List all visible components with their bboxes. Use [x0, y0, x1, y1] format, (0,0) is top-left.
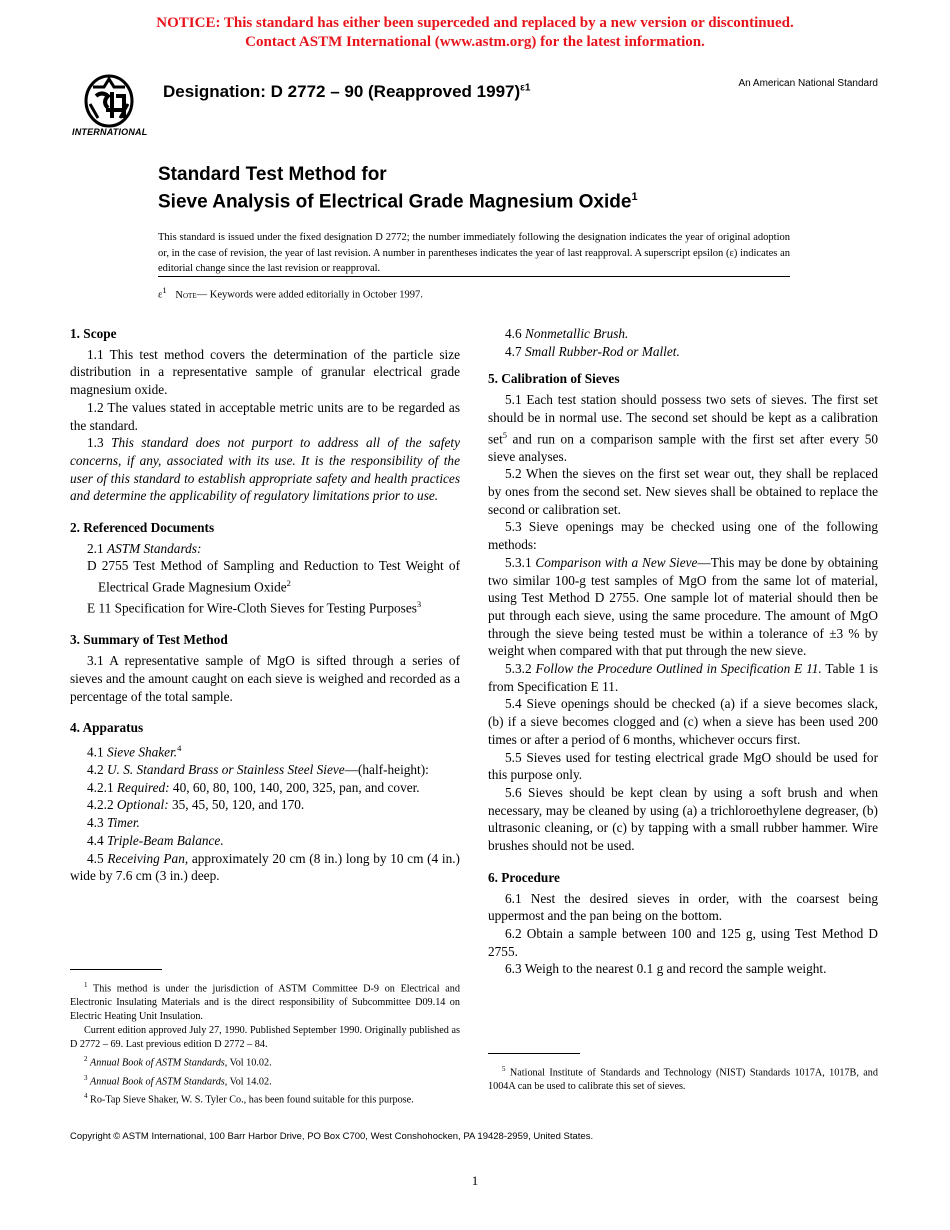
para-label: Required:: [116, 779, 170, 795]
para-text: Timer.: [106, 815, 140, 831]
para-label: Follow the Procedure Outlined in Specification E 11.: [535, 661, 822, 677]
paragraph: 6.3 Weigh to the nearest 0.1 g and record the sample weight.: [505, 961, 827, 977]
para-text: Triple-Beam Balance.: [106, 832, 224, 848]
designation: [163, 82, 530, 102]
paragraph: 5.2 When the sieves on the first set wear out, they shall be replaced by ones from the second set. New sieves shall be obtained to replace the second or calibration set.: [488, 466, 878, 517]
para-number: 4.2.1: [87, 779, 117, 795]
para-number: 4.1: [87, 744, 107, 760]
section-heading: 4. Apparatus: [70, 720, 144, 736]
para-rest: , approximately 20 cm (8 in.) long by 10 cm (4 in.) wide by 7.6 cm (3 in.) deep.: [70, 850, 460, 884]
list-item: [488, 343, 878, 361]
footnote-divider: [488, 1053, 580, 1054]
epsilon-mark: ε: [158, 289, 163, 301]
para-number: 4.4: [87, 832, 107, 848]
astm-logo: [68, 74, 150, 140]
para-text: U. S. Standard Brass or Stainless Steel Sieve: [106, 762, 345, 778]
american-national-standard: An American National Standard: [738, 78, 878, 89]
footnote-text: National Institute of Standards and Technology (NIST) Standards 1017A, 1017B, and 1004A can be used to calibrate this set of sieves.: [488, 1067, 878, 1093]
para-text: This standard does not purport to address all of the safety concerns, if any, associated with its use. It is the responsibility of the user of this standard to establish appropriate safety and health practices and determine the applicability of regulatory limitations prior to use.: [70, 435, 460, 504]
footnote-ref: 4: [177, 742, 182, 753]
list-item: [488, 325, 878, 343]
list-item: [70, 814, 460, 832]
list-item: [70, 740, 460, 761]
para-rest: —(half-height):: [344, 762, 429, 778]
footnote-number: 3: [84, 1073, 88, 1082]
reference-item: [70, 596, 460, 617]
reference-text: E 11 Specification for Wire-Cloth Sieves for Testing Purposes: [87, 600, 417, 616]
title-footnote-ref: 1: [631, 191, 638, 203]
footnote: [70, 1071, 460, 1089]
paragraph: 3.1 A representative sample of MgO is sifted through a series of sieves and the amount caught on each sieve is weighed and recorded as a percentage of the total sample.: [70, 653, 460, 704]
para-number: 4.7: [505, 343, 525, 359]
supersede-notice: [0, 14, 950, 52]
footnote-divider: [70, 969, 162, 970]
paragraph: 5.3 Sieve openings may be checked using one of the following methods:: [488, 519, 878, 553]
footnote-text: Ro-Tap Sieve Shaker, W. S. Tyler Co., has been found suitable for this purpose.: [90, 1094, 414, 1106]
footnote: Current edition approved July 27, 1990. Published September 1990. Originally published as D 2772 – 69. Last previous edition D 2772 – 84.: [70, 1025, 460, 1051]
footnote-number: 1: [84, 981, 88, 989]
header-divider: [158, 276, 790, 277]
para-rest: 35, 45, 50, 120, and 170.: [168, 797, 305, 813]
right-column: [488, 325, 878, 978]
notice-line-2: Contact ASTM International (www.astm.org) for the latest information.: [245, 34, 705, 50]
page-number: 1: [471, 1173, 479, 1188]
notice-line-1: NOTICE: This standard has either been superceded and replaced by a new version or discontinued.: [156, 15, 794, 31]
section-heading: 2. Referenced Documents: [70, 520, 215, 536]
paragraph: 6.2 Obtain a sample between 100 and 125 g, using Test Method D 2755.: [488, 925, 878, 959]
para-number: 2.1: [87, 540, 107, 556]
paragraph: 1.1 This test method covers the determination of the particle size distribution in a representative sample of granular electrical grade magnesium oxide.: [70, 346, 460, 398]
list-item: [70, 779, 460, 797]
para-label: Comparison with a New Sieve: [535, 554, 698, 570]
para-rest: Table 1 is from Specification E 11.: [488, 661, 879, 694]
section-heading: 3. Summary of Test Method: [70, 632, 228, 648]
para-number: 4.6: [505, 326, 525, 341]
list-item: [70, 796, 460, 814]
epsilon-note: [158, 285, 423, 301]
footnote-label: Annual Book of ASTM Standards: [90, 1076, 225, 1088]
paragraph: 1.2 The values stated in acceptable metric units are to be regarded as the standard.: [70, 399, 460, 433]
para-text: Small Rubber-Rod or Mallet.: [524, 343, 680, 359]
issued-statement: This standard is issued under the fixed designation D 2772; the number immediately following the designation indicates the year of original adoption or, in the case of revision, the year of last revision. A number in parentheses indicates the year of last reapproval. A superscript epsilon (ε) indicates an editorial change since the last revision or reapproval.: [158, 232, 790, 274]
copyright: Copyright © ASTM International, 100 Barr Harbor Drive, PO Box C700, West Conshohocken, PA 19428-2959, United States.: [70, 1131, 594, 1142]
designation-epsilon: ε1: [520, 82, 531, 94]
footnote-text: , Vol 14.02.: [224, 1076, 272, 1088]
left-column: [70, 325, 460, 885]
para-text: and run on a comparison sample with the first set after every 50 sieve analyses.: [488, 430, 878, 464]
section-heading: 5. Calibration of Sieves: [488, 371, 620, 387]
title-line-2-text: Sieve Analysis of Electrical Grade Magnesium Oxide: [158, 191, 632, 213]
section-heading: 1. Scope: [70, 326, 117, 341]
reference-item: [70, 557, 460, 596]
para-text: ASTM Standards:: [106, 540, 202, 556]
footnote-number: 4: [84, 1092, 88, 1101]
reference-text: D 2755 Test Method of Sampling and Reduction to Test Weight of Electrical Grade Magnesium Oxide: [87, 558, 460, 595]
paragraph: [488, 554, 878, 660]
section-heading: 6. Procedure: [488, 869, 560, 885]
footnote-ref: 5: [502, 429, 508, 440]
para-label: Optional:: [116, 797, 169, 813]
para-text: Sieve Shaker.: [106, 744, 178, 760]
list-item: [70, 832, 460, 850]
note-label: Note: [175, 289, 197, 301]
footnotes-left: [70, 978, 460, 1108]
footnotes-right: [488, 1062, 878, 1094]
para-number: 1.3: [87, 435, 112, 451]
epsilon-sup: 1: [162, 285, 167, 295]
page-title: [158, 164, 638, 213]
footnote: [488, 1062, 878, 1094]
para-number: 4.2: [87, 762, 107, 778]
paragraph: 5.5 Sieves used for testing electrical grade MgO should be used for this purpose only.: [488, 749, 878, 783]
para-text: 5.1 Each test station should possess two sets of sieves. The first set should be in normal use. The second set should be kept as a calibration set: [488, 392, 878, 446]
title-line-1: Standard Test Method for: [158, 164, 387, 185]
footnote-ref: 3: [416, 599, 422, 610]
list-item: [70, 850, 460, 885]
footnote: [70, 1089, 460, 1107]
paragraph: [488, 391, 878, 465]
paragraph: [488, 660, 878, 695]
footnote-text: This method is under the jurisdiction of ASTM Committee D-9 on Electrical and Electronic Insulating Materials and is the direct responsibility of Subcommittee D09.14 on Electric Heating Unit Insulation.: [70, 983, 460, 1023]
designation-text: Designation: D 2772 – 90 (Reapproved 1997): [163, 82, 521, 101]
list-item: [70, 761, 460, 779]
footnote-number: 2: [84, 1055, 88, 1064]
footnote-label: Annual Book of ASTM Standards: [90, 1057, 225, 1069]
para-number: 4.2.2: [87, 797, 117, 813]
paragraph: 5.6 Sieves should be kept clean by using a soft brush and when necessary, may be cleaned by using (a) a trichloroethylene degreaser, (b) ultrasonic cleaning, or (c) by tapping with a small rubber hammer. Wire brushes should not be used.: [488, 785, 878, 854]
para-number: 5.3.1: [505, 554, 536, 570]
paragraph: [70, 434, 460, 505]
para-rest: 40, 60, 80, 100, 140, 200, 325, pan, and cover.: [169, 779, 420, 795]
logo-text: INTERNATIONAL: [72, 127, 148, 137]
para-label: Receiving Pan: [107, 850, 185, 866]
para-rest: —This may be done by obtaining two similar 100-g test samples of MgO from the same lot of material, using Test Method D 2755. One sample lot of material should then be put through each sieve, using the same procedure. The amount of MgO through the sieve being tested must be within a tolerance of ±3 % by weight when compared with that put through the new sieve.: [488, 554, 878, 659]
paragraph: 6.1 Nest the desired sieves in order, with the coarsest being uppermost and the pan being on the bottom.: [488, 890, 878, 924]
para-number: 4.3: [87, 815, 107, 831]
para-number: 4.5: [87, 850, 108, 866]
title-line-2: [158, 186, 638, 213]
para-text: Nonmetallic Brush.: [524, 326, 629, 341]
footnote-text: , Vol 10.02.: [224, 1057, 272, 1069]
footnote: [70, 1052, 460, 1070]
paragraph: 5.4 Sieve openings should be checked (a) if a sieve becomes slack, (b) if a sieve becomes clogged and (c) when a sieve has been used 200 times or after a period of 6 months, whichever occurs first.: [488, 696, 878, 747]
paragraph: [70, 540, 460, 558]
footnote-number: 5: [502, 1065, 506, 1073]
footnote-ref: 2: [286, 578, 291, 589]
note-text: — Keywords were added editorially in October 1997.: [196, 289, 423, 301]
footnote: [70, 978, 460, 1024]
para-number: 5.3.2: [505, 661, 536, 677]
